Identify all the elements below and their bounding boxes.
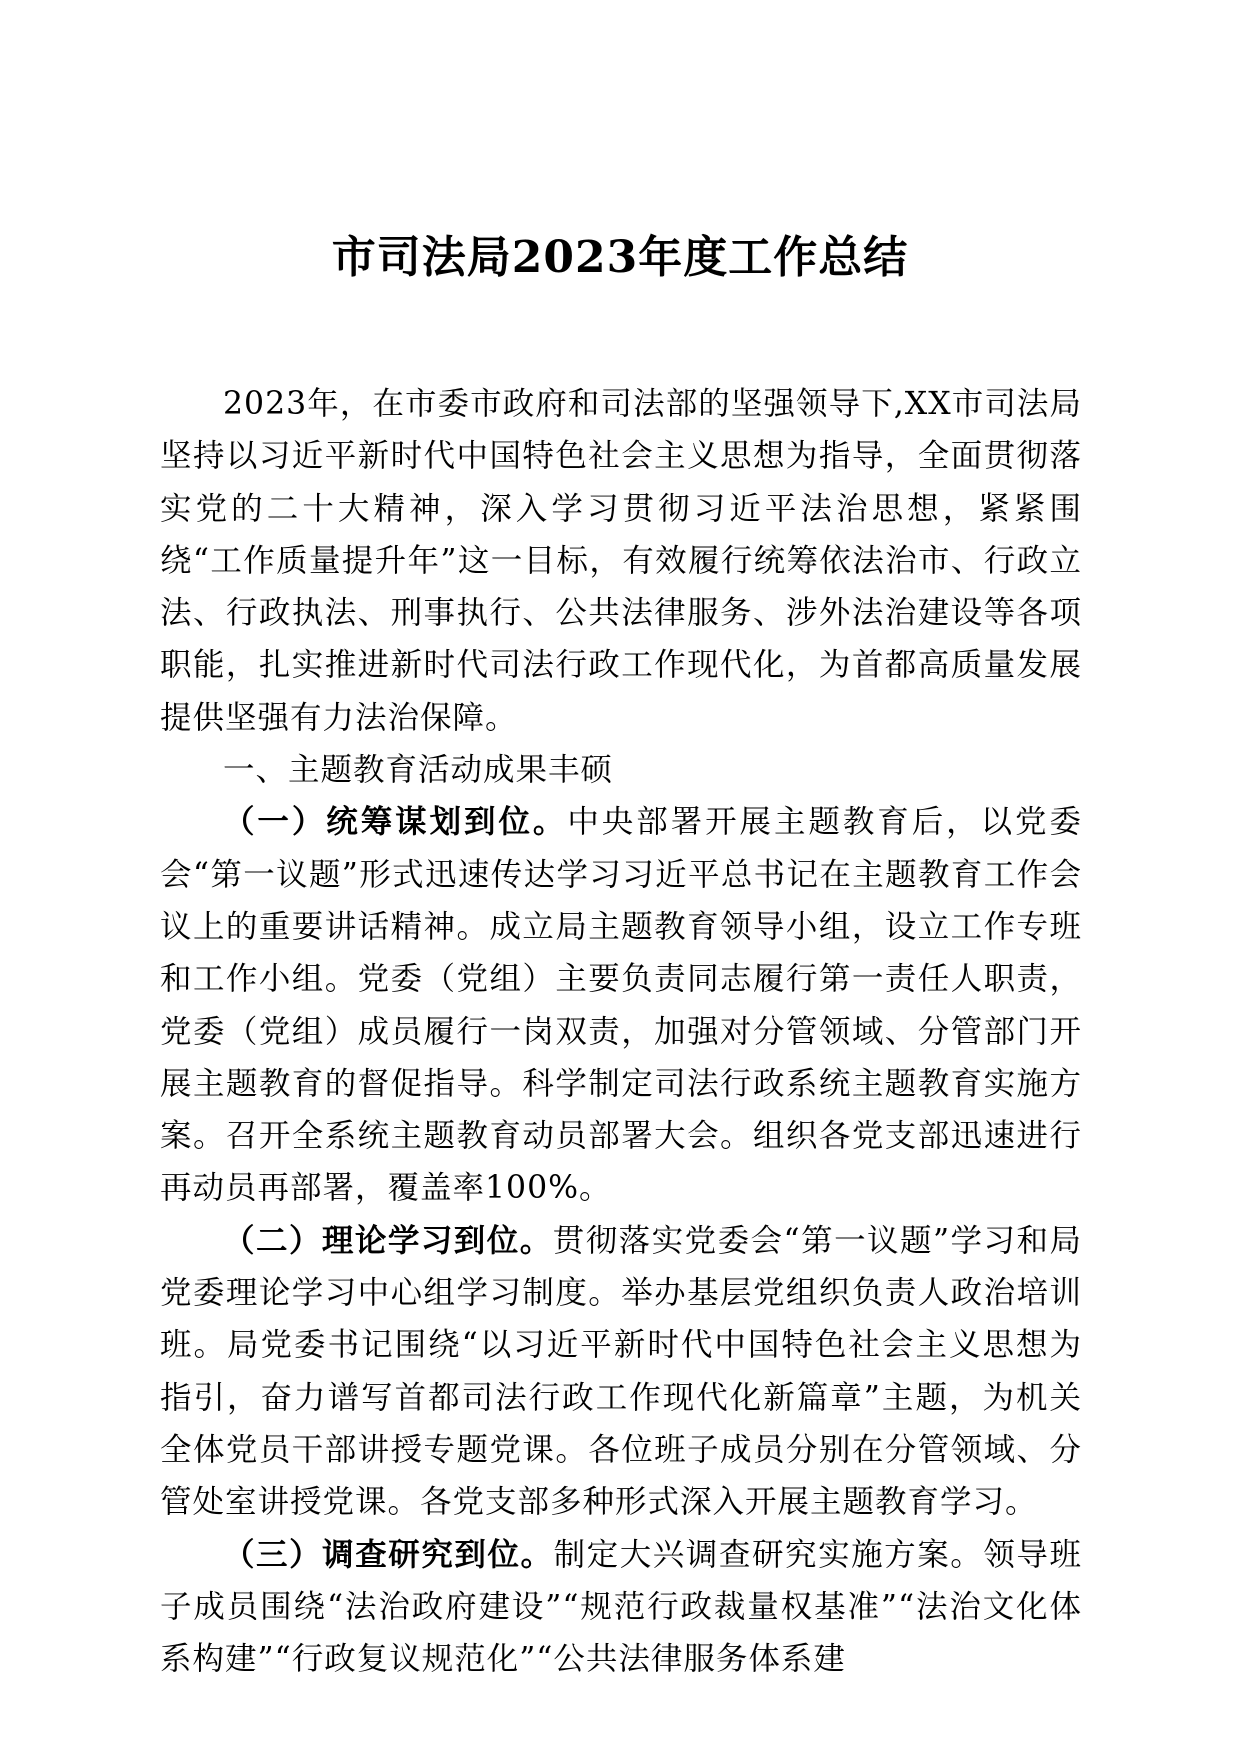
item-text-1: 中央部署开展主题教育后，以党委会“第一议题”形式迅速传达学习习近平总书记在主题教育工作会议上的重要讲话精神。成立局主题教育领导小组，设立工作专班和工作小组。党委（党组）主要负责同志履行第一责任人职责，党委（党组）成员履行一岗双责，加强对分管领域、分管部门开展主题教育的督促指导。科学制定司法行政系统主题教育实施方案。召开全系统主题教育动员部署大会。组织各党支部迅速进行再动员再部署，覆盖率100%。 [160,804,1082,1207]
intro-paragraph: 2023年，在市委市政府和司法部的坚强领导下,XX市司法局坚持以习近平新时代中国特色社会主义思想为指导，全面贯彻落实党的二十大精神，深入学习贯彻习近平法治思想，紧紧围绕“工作质量提升年”这一目标，有效履行统筹依法治市、行政立法、行政执法、刑事执行、公共法律服务、涉外法治建设等各项职能，扎实推进新时代司法行政工作现代化，为首都高质量发展提供坚强有力法治保障。 [160,386,1082,736]
item-lead-1: （一）统筹谋划到位。 [223,803,568,841]
item-paragraph-3 [160,1529,1082,1686]
document-body [160,378,1082,1685]
item-text-3: 制定大兴调查研究实施方案。领导班子成员围绕“法治政府建设”“规范行政裁量权基准”“法治文化体系构建”“行政复议规范化”“公共法律服务体系建 [160,1536,1082,1678]
item-paragraph-2 [160,1215,1082,1529]
document-title: 市司法局2023年度工作总结 [331,232,909,283]
item-lead-3: （三）调查研究到位。 [223,1535,554,1573]
section-heading: 一、主题教育活动成果丰硕 [223,752,614,789]
item-text-2: 贯彻落实党委会“第一议题”学习和局党委理论学习中心组学习制度。举办基层党组织负责人政治培训班。局党委书记围绕“以习近平新时代中国特色社会主义思想为指引，奋力谱写首都司法行政工作现代化新篇章”主题，为机关全体党员干部讲授专题党课。各位班子成员分别在分管领域、分管处室讲授党课。各党支部多种形式深入开展主题教育学习。 [160,1222,1082,1521]
item-paragraph-1 [160,796,1082,1214]
item-lead-2: （二）理论学习到位。 [223,1221,553,1259]
